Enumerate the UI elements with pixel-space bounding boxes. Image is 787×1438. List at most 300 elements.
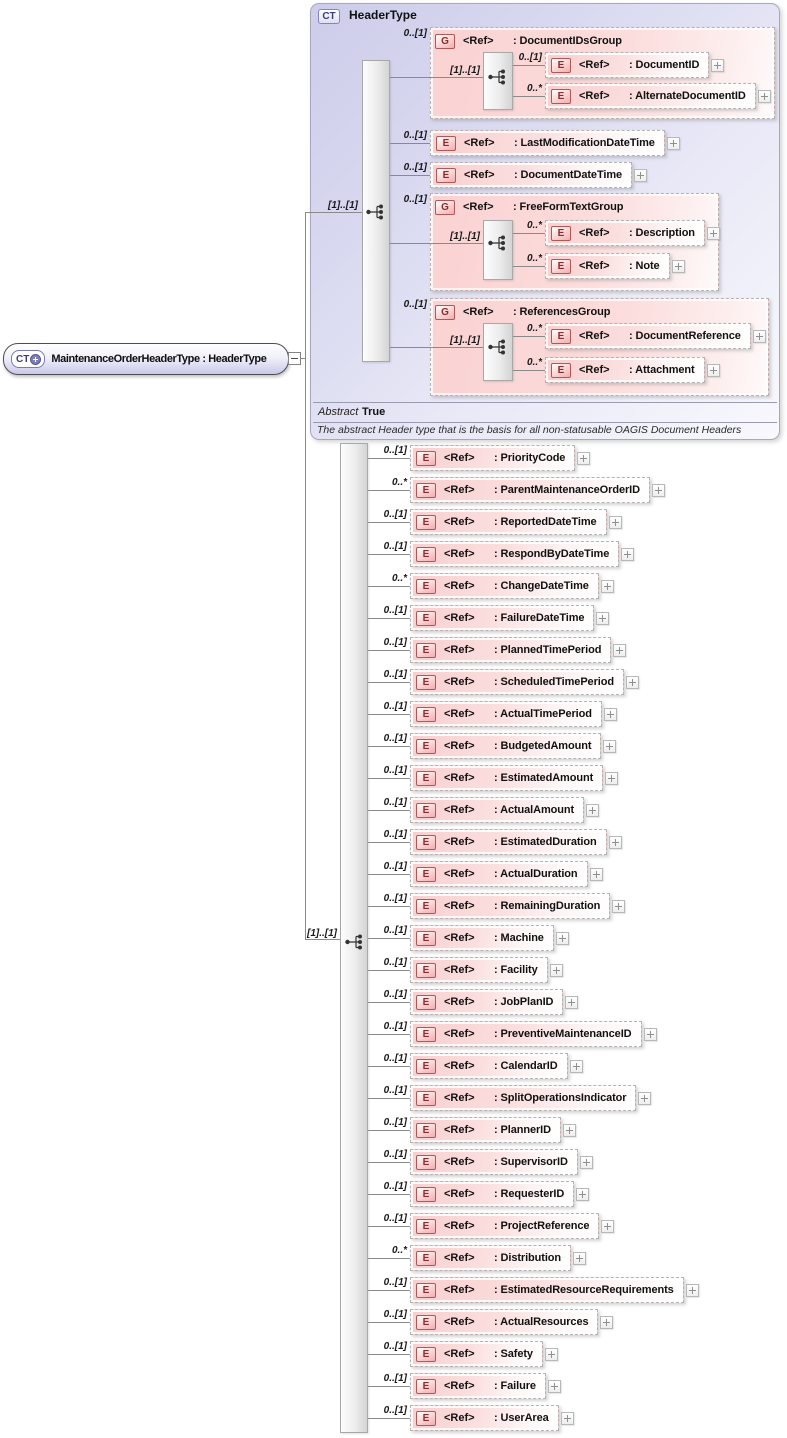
group-badge: G [435, 305, 455, 320]
element-box[interactable] [410, 797, 584, 823]
ref-label: <Ref> [444, 1028, 475, 1040]
connector-line [368, 714, 410, 715]
cardinality-label: 0..[1] [383, 1341, 407, 1352]
ref-label: <Ref> [444, 548, 475, 560]
expand-plus-icon[interactable] [596, 612, 609, 625]
connector-line [368, 1322, 410, 1323]
ref-label: <Ref> [444, 932, 475, 944]
cardinality-label: 0..[1] [383, 925, 407, 936]
element-badge: E [416, 707, 436, 722]
cardinality-label: 0..[1] [383, 1405, 407, 1416]
element-box[interactable] [410, 637, 611, 663]
element-box[interactable] [410, 605, 594, 631]
ref-label: <Ref> [464, 137, 495, 149]
connector-line [368, 842, 410, 843]
expand-plus-icon[interactable] [545, 1348, 558, 1361]
cardinality-label: 0..* [391, 1245, 407, 1256]
connector-line [368, 458, 410, 459]
element-badge: E [416, 483, 436, 498]
element-box[interactable] [410, 1053, 568, 1079]
element-name: : Safety [494, 1348, 533, 1360]
cardinality-label: 0..[1] [383, 445, 407, 456]
expand-plus-icon[interactable] [753, 330, 766, 343]
element-name: : DocumentID [629, 59, 700, 71]
cardinality-label: [1]..[1] [450, 231, 480, 242]
expand-plus-icon[interactable] [600, 1316, 613, 1329]
expand-plus-icon[interactable] [577, 452, 590, 465]
element-box[interactable] [410, 925, 554, 951]
connector-line [513, 233, 545, 234]
ref-label: <Ref> [444, 1156, 475, 1168]
cardinality-label: 0..[1] [518, 52, 542, 63]
expand-plus-icon[interactable] [601, 580, 614, 593]
element-name: : Machine [494, 932, 544, 944]
element-name: : Facility [494, 964, 538, 976]
expand-plus-icon[interactable] [758, 90, 771, 103]
connector-line [513, 370, 545, 371]
ref-label: <Ref> [463, 35, 494, 47]
connector-line [368, 554, 410, 555]
cardinality-label: 0..[1] [383, 1117, 407, 1128]
ref-label: <Ref> [444, 804, 475, 816]
element-box[interactable] [410, 1341, 543, 1367]
element-name: : PlannerID [494, 1124, 551, 1136]
expand-plus-icon[interactable] [590, 868, 603, 881]
group-header [435, 199, 623, 215]
cardinality-label: [1]..[1] [450, 335, 480, 346]
element-box[interactable] [410, 509, 607, 535]
element-badge: E [416, 1155, 436, 1170]
cardinality-label: 0..[1] [383, 733, 407, 744]
ref-label: <Ref> [444, 1124, 475, 1136]
element-box[interactable] [410, 1117, 561, 1143]
expand-plus-icon[interactable] [605, 772, 618, 785]
ref-label: <Ref> [444, 836, 475, 848]
element-name: : ActualResources [494, 1316, 589, 1328]
connector-line [368, 746, 410, 747]
element-badge: E [416, 1379, 436, 1394]
expand-plus-icon[interactable] [644, 1028, 657, 1041]
ref-label: <Ref> [444, 1316, 475, 1328]
element-badge: E [551, 58, 571, 73]
cardinality-label: 0..[1] [383, 605, 407, 616]
connector-line [390, 347, 485, 348]
ref-label: <Ref> [444, 1380, 475, 1392]
element-badge: E [416, 675, 436, 690]
element-badge: E [416, 1411, 436, 1426]
element-box[interactable] [430, 162, 632, 188]
element-box[interactable] [545, 220, 705, 246]
cardinality-label: 0..* [391, 573, 407, 584]
group-badge: G [435, 34, 455, 49]
element-name: : PriorityCode [494, 452, 566, 464]
ref-label: <Ref> [464, 169, 495, 181]
cardinality-label: 0..[1] [403, 162, 427, 173]
connector-line [368, 1354, 410, 1355]
connector-line [368, 586, 410, 587]
root-type-label: MaintenanceOrderHeaderType : HeaderType [51, 353, 267, 365]
cardinality-label: 0..[1] [383, 765, 407, 776]
element-badge: E [416, 963, 436, 978]
connector-line [368, 650, 410, 651]
cardinality-label: 0..[1] [383, 829, 407, 840]
connector-trunk-line [305, 212, 306, 940]
connector-line [368, 1098, 410, 1099]
group-name: : DocumentIDsGroup [513, 35, 622, 47]
element-badge: E [416, 931, 436, 946]
element-box[interactable] [410, 1021, 642, 1047]
connector-line [368, 1130, 410, 1131]
ref-label: <Ref> [579, 364, 610, 376]
ref-label: <Ref> [444, 1348, 475, 1360]
ref-label: <Ref> [579, 59, 610, 71]
cardinality-label: 0..[1] [383, 893, 407, 904]
ref-label: <Ref> [444, 996, 475, 1008]
cardinality-label: 0..[1] [383, 957, 407, 968]
element-badge: E [416, 1027, 436, 1042]
element-name: : ActualDuration [494, 868, 578, 880]
expand-plus-icon[interactable] [603, 740, 616, 753]
element-name: : ScheduledTimePeriod [494, 676, 614, 688]
expand-plus-icon[interactable] [609, 836, 622, 849]
element-name: : DocumentDateTime [514, 169, 623, 181]
element-badge: E [416, 611, 436, 626]
abstract-value: True [362, 406, 386, 418]
ref-label: <Ref> [444, 612, 475, 624]
element-box[interactable] [410, 573, 599, 599]
element-name: : Description [629, 227, 695, 239]
element-name: : EstimatedAmount [494, 772, 594, 784]
cardinality-label: 0..[1] [383, 989, 407, 1000]
element-badge: E [551, 226, 571, 241]
expand-plus-icon[interactable] [621, 548, 634, 561]
group-name: : FreeFormTextGroup [513, 201, 624, 213]
element-box[interactable] [410, 1245, 571, 1271]
cardinality-label: 0..[1] [383, 1277, 407, 1288]
element-box[interactable] [410, 957, 548, 983]
cardinality-label: 0..* [526, 323, 542, 334]
complextype-plus-badge [11, 350, 45, 368]
connector-line [513, 65, 545, 66]
ref-label: <Ref> [444, 452, 475, 464]
headertype-title: HeaderType [349, 8, 417, 22]
connector-line [368, 778, 410, 779]
expand-plus-icon[interactable] [638, 1092, 651, 1105]
element-badge: E [416, 835, 436, 850]
element-badge: E [436, 136, 456, 151]
connector-line [513, 266, 545, 267]
ref-label: <Ref> [444, 964, 475, 976]
element-badge: E [551, 363, 571, 378]
ref-label: <Ref> [579, 260, 610, 272]
element-box[interactable] [410, 1373, 546, 1399]
ref-label: <Ref> [444, 676, 475, 688]
element-name: : PreventiveMaintenanceID [494, 1028, 632, 1040]
cardinality-label: 0..[1] [383, 1181, 407, 1192]
expand-plus-icon[interactable] [612, 900, 625, 913]
element-box[interactable] [545, 253, 670, 279]
ref-label: <Ref> [444, 1412, 475, 1424]
cardinality-label: [1]..[1] [450, 65, 480, 76]
element-badge: E [416, 1315, 436, 1330]
abstract-label: Abstract [318, 406, 359, 418]
connector-line [513, 336, 545, 337]
connector-line [390, 243, 485, 244]
root-type-box[interactable] [3, 343, 289, 375]
cardinality-label: 0..[1] [383, 1213, 407, 1224]
connector-line [368, 938, 410, 939]
ct-badge-label: CT [16, 353, 30, 365]
expand-plus-icon[interactable] [604, 708, 617, 721]
element-box[interactable] [410, 989, 563, 1015]
cardinality-label: 0..[1] [383, 1021, 407, 1032]
element-name: : SupervisorID [494, 1156, 568, 1168]
sequence-icon [365, 203, 387, 221]
expand-plus-icon[interactable] [667, 137, 680, 150]
divider [313, 402, 777, 403]
element-box[interactable] [410, 829, 607, 855]
cardinality-label: 0..[1] [383, 1085, 407, 1096]
plus-circle-icon [30, 354, 41, 365]
element-box[interactable] [410, 701, 602, 727]
ref-label: <Ref> [444, 900, 475, 912]
expand-plus-icon[interactable] [576, 1188, 589, 1201]
expand-plus-icon[interactable] [548, 1380, 561, 1393]
element-name: : JobPlanID [494, 996, 554, 1008]
cardinality-label: 0..[1] [383, 669, 407, 680]
connector-line [390, 77, 485, 78]
connector-line [368, 1258, 410, 1259]
connector-line [368, 1226, 410, 1227]
cardinality-label: 0..[1] [403, 28, 427, 39]
element-name: : ChangeDateTime [494, 580, 589, 592]
expand-plus-icon[interactable] [711, 59, 724, 72]
connector-line [368, 1162, 410, 1163]
element-name: : CalendarID [494, 1060, 558, 1072]
cardinality-label: 0..* [526, 357, 542, 368]
element-badge: E [416, 1123, 436, 1138]
element-badge: E [416, 547, 436, 562]
element-badge: E [416, 899, 436, 914]
element-name: : PlannedTimePeriod [494, 644, 602, 656]
cardinality-label: [1]..[1] [328, 200, 358, 211]
ref-label: <Ref> [444, 580, 475, 592]
connector-line [368, 490, 410, 491]
element-box[interactable] [410, 1213, 599, 1239]
element-name: : BudgetedAmount [494, 740, 592, 752]
expand-plus-icon[interactable] [686, 1284, 699, 1297]
element-name: : AlternateDocumentID [629, 90, 746, 102]
connector-line [368, 1418, 410, 1419]
type-description: The abstract Header type that is the basis for all non-statusable OAGIS Document Headers [317, 424, 742, 436]
element-name: : ProjectReference [494, 1220, 590, 1232]
group-header [435, 304, 610, 320]
expand-plus-icon[interactable] [556, 932, 569, 945]
element-badge: E [416, 1059, 436, 1074]
element-name: : SplitOperationsIndicator [494, 1092, 627, 1104]
ref-label: <Ref> [444, 644, 475, 656]
connector-line [390, 143, 430, 144]
cardinality-label: 0..[1] [403, 194, 427, 205]
expand-plus-icon[interactable] [652, 484, 665, 497]
element-badge: E [416, 515, 436, 530]
connector-line [513, 96, 545, 97]
element-badge: E [416, 1283, 436, 1298]
ref-label: <Ref> [444, 516, 475, 528]
cardinality-label: 0..* [526, 253, 542, 264]
cardinality-label: 0..* [526, 220, 542, 231]
expand-plus-icon[interactable] [563, 1124, 576, 1137]
cardinality-label: 0..[1] [383, 1309, 407, 1320]
expand-plus-icon[interactable] [626, 676, 639, 689]
ref-label: <Ref> [463, 201, 494, 213]
collapse-toggle-icon[interactable] [288, 352, 301, 365]
element-name: : DocumentReference [629, 330, 741, 342]
element-box[interactable] [430, 130, 665, 156]
element-badge: E [416, 1091, 436, 1106]
element-badge: E [551, 89, 571, 104]
element-box[interactable] [410, 1085, 636, 1111]
cardinality-label: [1]..[1] [307, 928, 337, 939]
element-name: : Note [629, 260, 660, 272]
element-box[interactable] [545, 83, 756, 109]
element-name: : ActualTimePeriod [494, 708, 592, 720]
expand-plus-icon[interactable] [672, 260, 685, 273]
ref-label: <Ref> [579, 90, 610, 102]
cardinality-label: 0..[1] [383, 797, 407, 808]
ref-label: <Ref> [444, 1092, 475, 1104]
connector-line [368, 970, 410, 971]
group-badge: G [435, 200, 455, 215]
cardinality-label: 0..* [526, 83, 542, 94]
ref-label: <Ref> [444, 1220, 475, 1232]
element-box[interactable] [410, 1181, 574, 1207]
ref-label: <Ref> [444, 484, 475, 496]
element-box[interactable] [545, 357, 705, 383]
ref-label: <Ref> [444, 772, 475, 784]
element-box[interactable] [410, 733, 601, 759]
element-badge: E [551, 259, 571, 274]
element-box[interactable] [410, 1309, 598, 1335]
sequence-icon [487, 338, 509, 356]
group-name: : ReferencesGroup [513, 306, 611, 318]
element-box[interactable] [410, 541, 619, 567]
element-badge: E [416, 1251, 436, 1266]
ref-label: <Ref> [444, 1284, 475, 1296]
element-badge: E [416, 579, 436, 594]
expand-plus-icon[interactable] [707, 227, 720, 240]
element-name: : Attachment [629, 364, 695, 376]
element-box[interactable] [410, 477, 650, 503]
cardinality-label: 0..[1] [383, 861, 407, 872]
element-badge: E [416, 1347, 436, 1362]
element-badge: E [416, 451, 436, 466]
element-box[interactable] [410, 765, 603, 791]
expand-plus-icon[interactable] [580, 1156, 593, 1169]
ref-label: <Ref> [444, 1188, 475, 1200]
element-badge: E [416, 643, 436, 658]
expand-plus-icon[interactable] [634, 169, 647, 182]
element-name: : RequesterID [494, 1188, 565, 1200]
element-badge: E [436, 168, 456, 183]
element-name: : ParentMaintenanceOrderID [494, 484, 640, 496]
element-name: : EstimatedDuration [494, 836, 597, 848]
element-name: : LastModificationDateTime [514, 137, 655, 149]
connector-line [368, 1066, 410, 1067]
expand-plus-icon[interactable] [613, 644, 626, 657]
element-badge: E [551, 329, 571, 344]
element-name: : UserArea [494, 1412, 549, 1424]
connector-line [390, 175, 430, 176]
cardinality-label: 0..[1] [383, 509, 407, 520]
ref-label: <Ref> [444, 1252, 475, 1264]
element-box[interactable] [410, 445, 575, 471]
element-badge: E [416, 1187, 436, 1202]
sequence-icon [487, 234, 509, 252]
element-name: : Distribution [494, 1252, 562, 1264]
connector-branch-line [305, 212, 366, 213]
cardinality-label: 0..[1] [383, 1373, 407, 1384]
cardinality-label: 0..[1] [383, 1053, 407, 1064]
cardinality-label: 0..[1] [383, 541, 407, 552]
element-badge: E [416, 739, 436, 754]
element-badge: E [416, 1219, 436, 1234]
element-badge: E [416, 771, 436, 786]
element-box[interactable] [545, 52, 709, 78]
ref-label: <Ref> [444, 868, 475, 880]
ref-label: <Ref> [579, 330, 610, 342]
connector-line [368, 1194, 410, 1195]
expand-plus-icon[interactable] [550, 964, 563, 977]
cardinality-label: 0..[1] [403, 130, 427, 141]
expand-plus-icon[interactable] [609, 516, 622, 529]
element-box[interactable] [410, 1405, 559, 1431]
divider [313, 422, 777, 423]
connector-line [368, 1290, 410, 1291]
cardinality-label: 0..* [391, 477, 407, 488]
element-badge: E [416, 803, 436, 818]
connector-line [368, 1386, 410, 1387]
expand-plus-icon[interactable] [561, 1412, 574, 1425]
connector-line [368, 1034, 410, 1035]
element-badge: E [416, 867, 436, 882]
element-box[interactable] [410, 669, 624, 695]
element-box[interactable] [545, 323, 751, 349]
ref-label: <Ref> [579, 227, 610, 239]
connector-line [368, 522, 410, 523]
element-name: : Failure [494, 1380, 536, 1392]
element-badge: E [416, 995, 436, 1010]
ref-label: <Ref> [444, 1060, 475, 1072]
expand-plus-icon[interactable] [570, 1060, 583, 1073]
expand-plus-icon[interactable] [707, 364, 720, 377]
connector-line [368, 906, 410, 907]
expand-plus-icon[interactable] [573, 1252, 586, 1265]
element-box[interactable] [410, 861, 588, 887]
ref-label: <Ref> [444, 708, 475, 720]
element-box[interactable] [410, 1277, 684, 1303]
ref-label: <Ref> [463, 306, 494, 318]
element-box[interactable] [410, 893, 610, 919]
connector-line [368, 874, 410, 875]
expand-plus-icon[interactable] [565, 996, 578, 1009]
element-name: : ActualAmount [494, 804, 575, 816]
expand-plus-icon[interactable] [601, 1220, 614, 1233]
expand-plus-icon[interactable] [586, 804, 599, 817]
element-box[interactable] [410, 1149, 578, 1175]
element-name: : RespondByDateTime [494, 548, 610, 560]
connector-line [368, 1002, 410, 1003]
